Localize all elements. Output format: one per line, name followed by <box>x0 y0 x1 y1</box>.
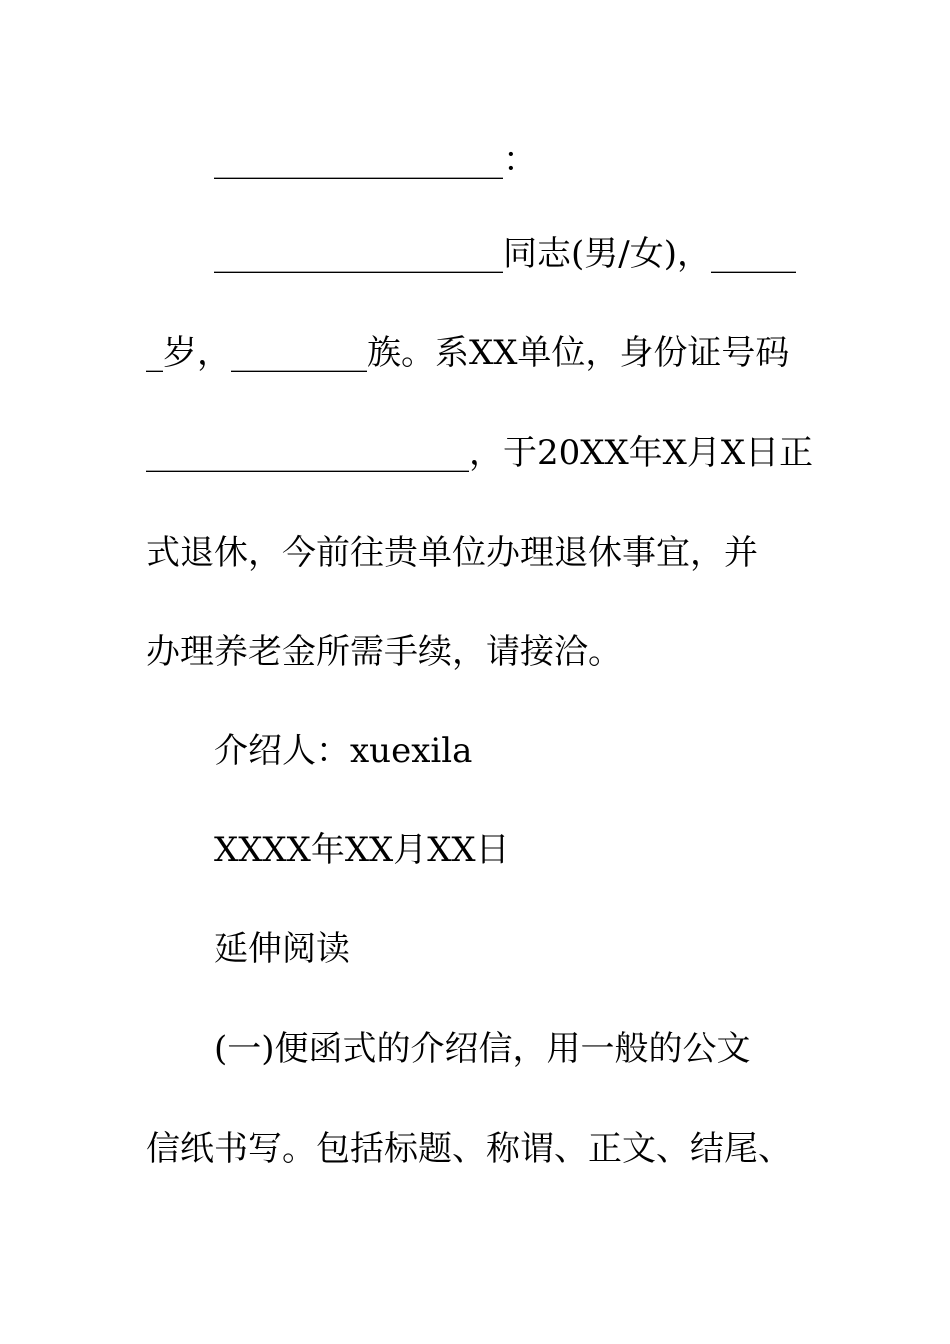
paragraph-line-2: 信纸书写。包括标题、称谓、正文、结尾、 <box>146 1129 792 1169</box>
section-heading: 延伸阅读 <box>214 929 350 969</box>
body-line-3: ___________________，于20XX年X月X日正 <box>146 433 814 473</box>
body-line-5: 办理养老金所需手续，请接洽。 <box>146 632 622 672</box>
introducer-line: 介绍人：xuexila <box>214 731 473 771</box>
body-line-2: _岁，________族。系XX单位，身份证号码 <box>146 333 790 373</box>
body-line-1: _________________同志(男/女)，_____ <box>214 234 796 274</box>
date-line: XXXX年XX月XX日 <box>214 830 510 870</box>
body-line-4: 式退休，今前往贵单位办理退休事宜，并 <box>146 533 758 573</box>
salutation-line: _________________： <box>214 140 537 180</box>
paragraph-line-1: (一)便函式的介绍信，用一般的公文 <box>214 1029 751 1069</box>
